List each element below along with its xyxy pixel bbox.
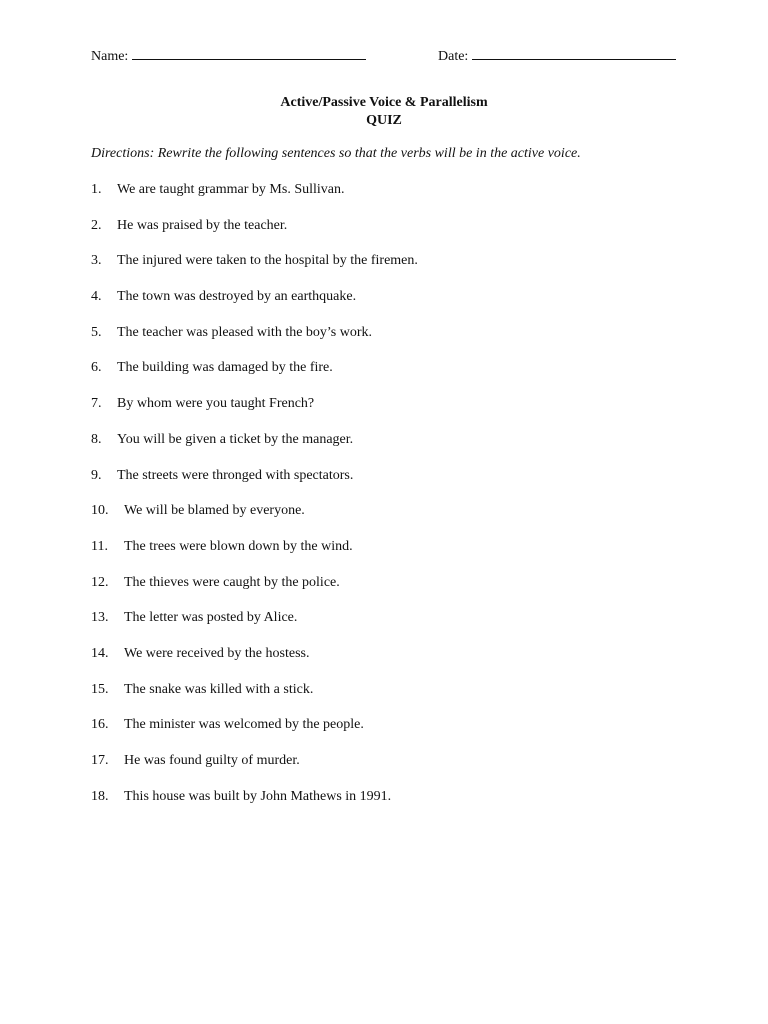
question-text: You will be given a ticket by the manager. <box>117 431 354 447</box>
name-label: Name: <box>91 49 129 64</box>
question-text: The minister was welcomed by the people. <box>124 717 364 733</box>
name-field[interactable] <box>91 47 366 65</box>
question-number: 11. <box>91 538 108 554</box>
date-label: Date: <box>438 49 469 64</box>
question-text: The trees were blown down by the wind. <box>124 538 353 554</box>
question-number: 12. <box>91 574 109 590</box>
question-number: 15. <box>91 681 109 697</box>
header-fields <box>91 47 691 67</box>
question-number: 13. <box>91 610 109 626</box>
question-text: By whom were you taught French? <box>117 396 315 412</box>
question-text: The injured were taken to the hospital by the firemen. <box>117 253 418 269</box>
question-number: 3. <box>91 253 102 269</box>
question-number: 5. <box>91 324 102 340</box>
question-number: 2. <box>91 217 102 233</box>
question-number: 8. <box>91 431 102 447</box>
question-text: This house was built by John Mathews in 1991. <box>124 788 392 804</box>
question-text: The building was damaged by the fire. <box>117 360 333 376</box>
question-text: We are taught grammar by Ms. Sullivan. <box>117 182 345 197</box>
question-number: 10. <box>91 503 109 519</box>
question-number: 18. <box>91 788 109 804</box>
question-text: We will be blamed by everyone. <box>124 503 305 519</box>
question-text: The letter was posted by Alice. <box>124 610 298 626</box>
date-blank-line[interactable] <box>472 47 676 60</box>
name-blank-line[interactable] <box>132 47 366 60</box>
quiz-title <box>0 94 768 130</box>
question-text: He was found guilty of murder. <box>124 753 300 768</box>
question-text: The snake was killed with a stick. <box>124 681 314 697</box>
question-number: 9. <box>91 467 102 483</box>
question-number: 17. <box>91 753 109 768</box>
question-text: The thieves were caught by the police. <box>124 574 340 590</box>
question-text: The teacher was pleased with the boy’s work. <box>117 324 373 340</box>
question-number: 16. <box>91 717 109 733</box>
question-number: 7. <box>91 396 102 412</box>
question-number: 4. <box>91 289 102 305</box>
question-number: 14. <box>91 645 109 661</box>
directions-text: Directions: Rewrite the following sentences so that the verbs will be in the active voice. <box>91 146 581 161</box>
question-text: The streets were thronged with spectators. <box>117 467 354 483</box>
question-text: The town was destroyed by an earthquake. <box>117 289 357 305</box>
title-line-1: Active/Passive Voice & Parallelism <box>280 95 488 110</box>
question-text: He was praised by the teacher. <box>117 217 288 233</box>
question-number: 6. <box>91 360 102 376</box>
title-line-2: QUIZ <box>366 113 402 128</box>
question-text: We were received by the hostess. <box>124 645 310 661</box>
date-field[interactable] <box>438 47 676 65</box>
question-number: 1. <box>91 182 102 197</box>
